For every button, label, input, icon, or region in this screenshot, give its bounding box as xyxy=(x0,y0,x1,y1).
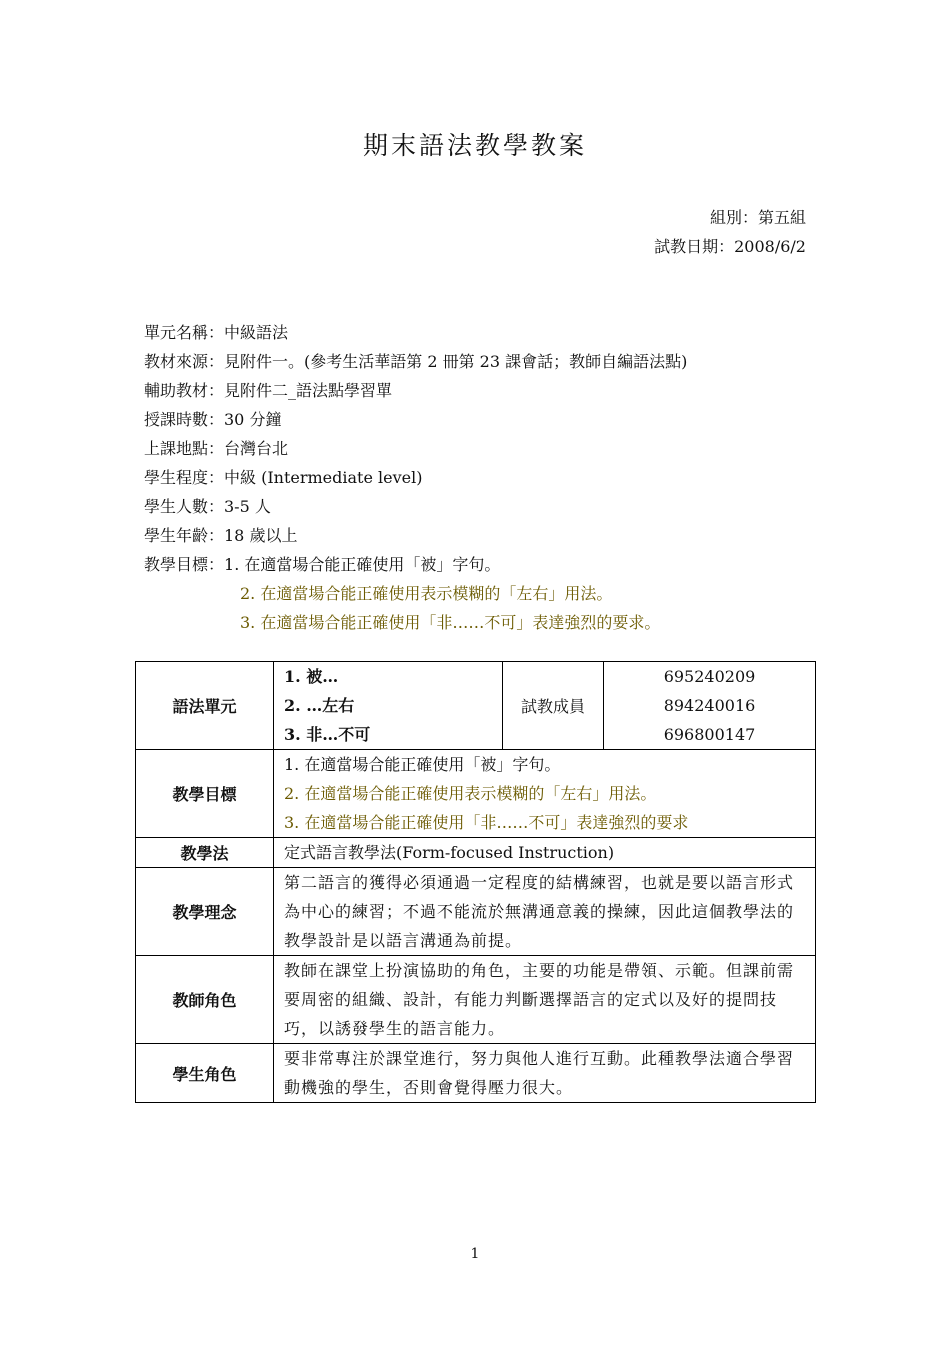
teacher-role-text xyxy=(274,956,816,1044)
philosophy-row xyxy=(136,868,816,956)
method-value: 定式語言教學法(Form-focused Instruction) xyxy=(284,843,615,862)
grammar-unit-items xyxy=(274,662,503,750)
grammar-item: 1. 被… xyxy=(284,667,339,686)
objective-item: 1. 在適當場合能正確使用「被」字句。 xyxy=(284,755,561,774)
teaching-goal-2: 2. 在適當場合能正確使用表示模糊的「左右」用法。 xyxy=(240,584,613,603)
method-row xyxy=(136,838,816,868)
teaching-goal-1 xyxy=(144,550,687,579)
student-role-label: 學生角色 xyxy=(136,1044,274,1103)
method-label: 教學法 xyxy=(136,838,274,868)
member-id: 695240209 xyxy=(663,667,756,686)
teacher-role-label: 教師角色 xyxy=(136,956,274,1044)
student-age: 學生年齡：18 歲以上 xyxy=(144,526,298,545)
objectives-label: 教學目標 xyxy=(136,750,274,838)
member-id: 696800147 xyxy=(663,725,756,744)
lesson-info xyxy=(144,318,687,637)
teaching-members-label: 試教成員 xyxy=(503,662,604,750)
teaching-date: 試教日期：2008/6/2 xyxy=(654,237,806,256)
unit-name: 單元名稱：中級語法 xyxy=(144,323,289,342)
objective-item: 3. 在適當場合能正確使用「非……不可」表達強烈的要求 xyxy=(284,813,689,832)
objectives-list xyxy=(274,750,816,838)
grammar-unit-label: 語法單元 xyxy=(136,662,274,750)
class-duration: 授課時數：30 分鐘 xyxy=(144,410,282,429)
class-location: 上課地點：台灣台北 xyxy=(144,439,289,458)
philosophy-text xyxy=(274,868,816,956)
objective-item: 2. 在適當場合能正確使用表示模糊的「左右」用法。 xyxy=(284,784,657,803)
page-number: 1 xyxy=(470,1246,480,1262)
teaching-members xyxy=(604,662,816,750)
teaching-goal-3: 3. 在適當場合能正確使用「非……不可」表達強烈的要求。 xyxy=(240,613,661,632)
material-source: 教材來源：見附件一。(參考生活華語第 2 冊第 23 課會話；教師自編語法點) xyxy=(144,352,688,371)
group-label: 組別：第五組 xyxy=(709,208,806,227)
supplementary-material: 輔助教材：見附件二_語法點學習單 xyxy=(144,381,393,400)
student-count: 學生人數：3-5 人 xyxy=(144,497,271,516)
philosophy-label: 教學理念 xyxy=(136,868,274,956)
student-level: 學生程度：中級 (Intermediate level) xyxy=(144,468,423,487)
goal-text: 1. 在適當場合能正確使用「被」字句。 xyxy=(224,555,501,574)
teaching-goals-label: 教學目標： xyxy=(144,555,225,574)
grammar-unit-row xyxy=(136,662,816,750)
objectives-row xyxy=(136,750,816,838)
grammar-item: 2. …左右 xyxy=(284,696,355,715)
teacher-role-value: 教師在課堂上扮演協助的角色，主要的功能是帶領、示範。但課前需要周密的組織、設計，有能力判斷選擇語言的定式以及好的提問技巧，以誘發學生的語言能力。 xyxy=(284,961,795,1038)
philosophy-value: 第二語言的獲得必須通過一定程度的結構練習，也就是要以語言形式為中心的練習；不過不能流於無溝通意義的操練，因此這個教學法的教學設計是以語言溝通為前提。 xyxy=(284,873,795,950)
lesson-plan-table xyxy=(135,661,816,1103)
member-id: 894240016 xyxy=(663,696,756,715)
student-role-value: 要非常專注於課堂進行，努力與他人進行互動。此種教學法適合學習動機強的學生，否則會覺得壓力很大。 xyxy=(284,1049,795,1097)
student-role-text xyxy=(274,1044,816,1103)
page-title: 期末語法教學教案 xyxy=(362,131,587,160)
student-role-row xyxy=(136,1044,816,1103)
grammar-item: 3. 非…不可 xyxy=(284,725,371,744)
method-text xyxy=(274,838,816,868)
teacher-role-row xyxy=(136,956,816,1044)
